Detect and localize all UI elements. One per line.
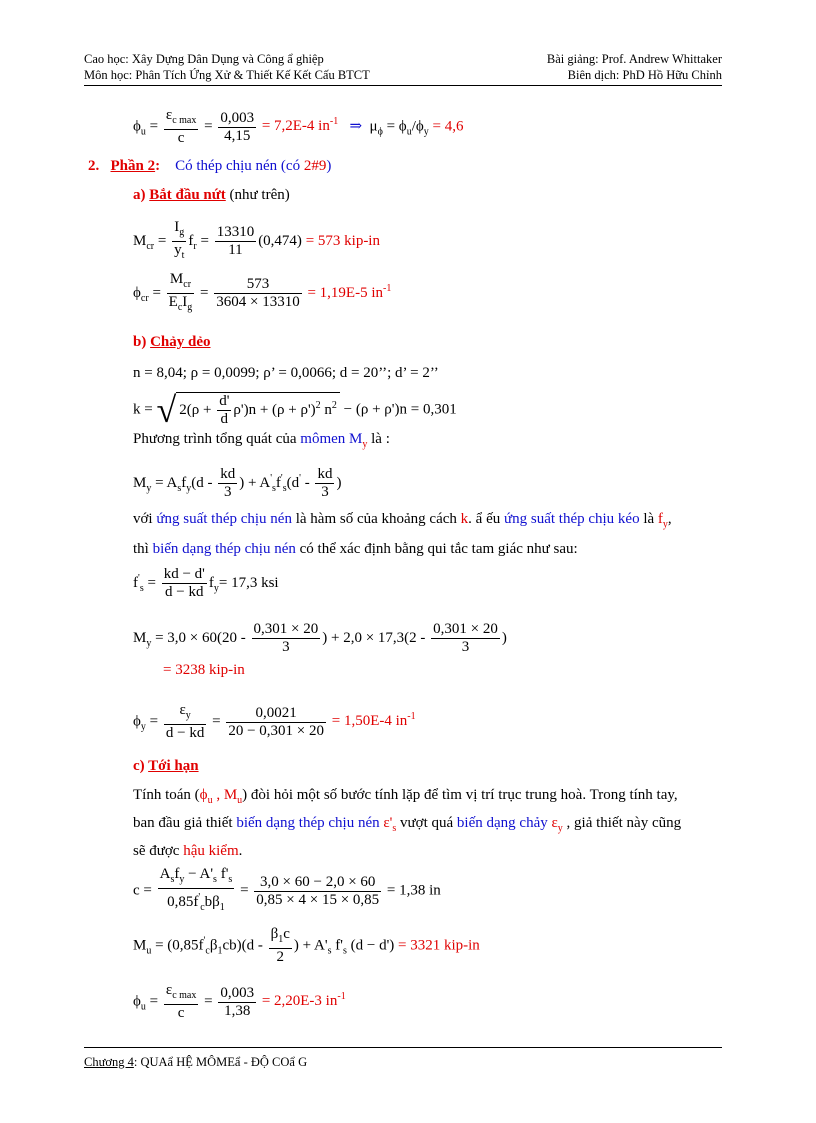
paragraph-ultimate: Tính toán ($\phi_u$ , $M_u$) đòi hỏi một số bước tính lặp để tìm vị trí trục trung hoà. Trong tính tay, ban đầu giả thiết biến dạng thép chịu nén $\varepsilon'_s$ vượt quá biến dạng chảy $\varepsilon_y$ , giả thiết này cũng sẽ được hậu kiểm.	[133, 787, 682, 859]
equation-mu: $M_u = (0,85f'_c\beta_1cb)(d$ - $\frac{\beta_1c}{2}$ ) + $A'_s$ $f'_s$ (d − d') = 3321 kip-in	[133, 926, 480, 965]
equation-phi-cr: $\phi_{cr}$ = $\frac{M_{cr}}{E_cI_g}$ = $\frac{573}{3604 \times 13310}$ = 1,19E-5 $in^{-1}$	[133, 271, 391, 316]
equation-my-general: $M_y = A_sf_y(d$ - $\frac{kd}{3}$ ) + $A'_sf'_s(d'$ - $\frac{kd}{3}$ )	[133, 466, 342, 500]
equation-fs-prime: $f'_s$ = $\frac{kd - d'}{d - kd}$ $f_y= 17,3$ ksi	[133, 566, 279, 600]
footer-divider	[84, 1047, 722, 1048]
section-2-heading: 2. Phần 2: Có thép chịu nén (có 2#9)	[88, 158, 332, 174]
equation-my-numeric: $M_y = 3,0 \times 60(20$ - $\frac{0,301 \times 20}{3}$ ) + 2,0 × 17,3(2 - $\frac{0,301 \times 20}{3}$ )	[133, 621, 507, 655]
header-left-line1: Cao học: Xây Dựng Dân Dụng và Công ẩ ghiệp	[84, 52, 324, 66]
parameters-line: n = 8,04; ρ = 0,0099; ρ’ = 0,0066; d = 20’’; d’ = 2’’	[133, 365, 439, 381]
part-c-heading: c) Tới hạn	[133, 758, 199, 774]
equation-phi-u-top: $\phi_u$ = $\frac{\varepsilon_{c max}}{c}$ = $\frac{0,003}{4,15}$ = 7,2E-4 $in^{-1}$ ⇒ $\mu_\phi = \phi_u/\phi_y = 4,6$	[133, 107, 464, 146]
part-a-heading: a) Bắt đầu nứt (như trên)	[133, 187, 290, 203]
header-right-line2: Biên dịch: PhD Hồ Hữu Chỉnh	[567, 68, 722, 82]
my-result: = 3238 kip-in	[163, 662, 245, 678]
part-b-heading: b) Chảy dẻo	[133, 334, 211, 350]
equation-k: k = √ 2(ρ + $\frac{d'}{d}$ $\rho')n + (\rho + \rho')^2$ $n^2 - (\rho + \rho')n = 0,301$	[133, 390, 457, 430]
equation-c: c = $\frac{A_sf_y - A'_s f'_s}{0,85f'_cb\beta_1}$ = $\frac{3,0 \times 60 - 2,0 \times 60}{0,85 \times 4 \times 15 \times 0,85}$ = 1,38 in	[133, 866, 441, 916]
footer-chapter: Chương 4: QUAẩ HỆ MÔMEẩ - ĐỘ COẩ G	[84, 1055, 308, 1069]
header-right-line1: Bài giảng: Prof. Andrew Whittaker	[546, 52, 722, 66]
header-divider	[84, 85, 722, 86]
equation-mcr: $M_{cr}$ = $\frac{I_g}{y_t}$ $f_r$ = $\frac{13310}{11}$ (0,474) = 573 kip-in	[133, 219, 380, 264]
equation-phi-y: $\phi_y$ = $\frac{\varepsilon_y}{d - kd}$ = $\frac{0,0021}{20 - 0,301 \times 20}$ = 1,50E-4 $in^{-1}$	[133, 702, 416, 741]
header-left-line2: Môn học: Phân Tích Ứng Xử & Thiết Kế Kết Cấu BTCT	[84, 68, 370, 82]
paragraph-compression-steel: với ứng suất thép chịu nén là hàm số của khoảng cách k. ẩ ếu ứng suất thép chịu kéo là $f_y$, thì biến dạng thép chịu nén có thể xác định bằng qui tắc tam giác như sau:	[133, 511, 672, 557]
general-equation-intro: Phương trình tổng quát của mômen $M_y$ là :	[133, 431, 390, 450]
equation-phi-u-bottom: $\phi_u$ = $\frac{\varepsilon_{c max}}{c}$ = $\frac{0,003}{1,38}$ = 2,20E-3 $in^{-1}$	[133, 982, 346, 1021]
